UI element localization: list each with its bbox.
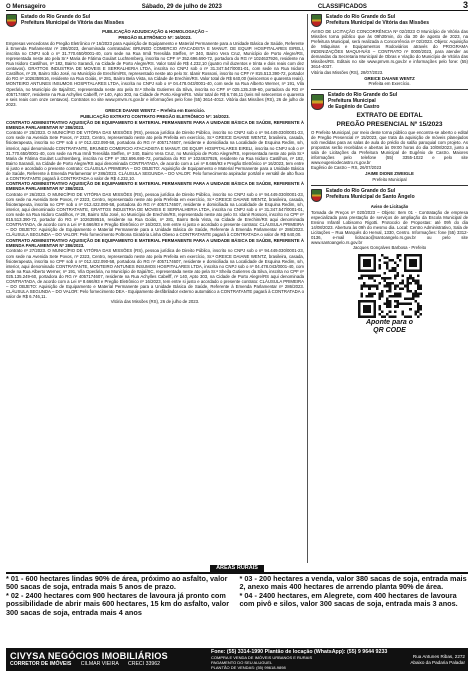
prefecture-name: Prefeitura Municipal de Santo Ângelo (326, 194, 415, 201)
section-name: CLASSIFICADOS (317, 4, 367, 10)
real-estate-banner (6, 648, 468, 671)
edital-text: O Prefeito Municipal, por meio deste torna público que encontra-se aberto o edital de Pregão Presencial nº 15/2023, que trata da aquisição de móveis planejados sob medidas para as salas de aula do prédio do salão paroquial com projeto. As propostas serão recebidas e abertas às 09:00 horas do dia 10/08/2023, junto a sala de Licitações da Prefeitura Municipal de Eugênio de Castro. Maiores informações pelo telefone (55) 3355-1022 e pelo site www.eugeniodecastro.rs.gov.br (311, 129, 468, 165)
notice-header (311, 189, 468, 202)
service-line: PAGAMENTO DO SEU ALUGUEL (211, 660, 273, 666)
contract-25-text: Contrato nº 25/2023. O MUNICÍPIO DE VITÓRIA DAS MISSÕES (RS), pessoa jurídica de Direito Público, inscrito no CNPJ sob o nº 94.449.030/0001-23, com sede na Avenida Sete Povos, nº 2323, Centro, representado neste ato pela Prefeita em exercício, Sr.ª GREICE DAIANE WENTZ, brasileira, casada, fisioterapeuta, inscrita no CPF sob o nº 012.422.090-58, portadora do RG nº 4057174607, residente e domiciliada na Localidade de Esquina Redim, s/n, interior, aqui denominado CONTRATANTE, BRUNED COMERCIO ATACADISTA E MANUT. DE EQUIP. HOSPITALARES EIRELI, inscrita no CNPJ sob o nº 31.770.650/0001-40, com sede na Rua Irmã Teresilda Steffen, nº 340, Bairro Vera Cruz, no Município de Porto Alegre/RS, representada neste ato pela Sr.ª Maria de Fátima Goulart Luchtemberg, inscrita no CPF nº 352.696.690-72, portadora do RG nº 1024637926, residente na Rua Isidoro Castilhos, nº 182, Bairro Sarandi, na Cidade de Porto Alegre/RS aqui denominada CONTRATADA, de acordo com a Lei nº 8.666/93 e Pregão Eletrônico nº 16/2023, tem entre si justo e acordado o presente contrato: CLÁUSULA PRIMEIRA – DO OBJETO: Aquisição de Equipamento e Material Permanente para a Unidade Básica de Saúde, Referente à Emenda Parlamentar nº 286/2023. CLÁUSULA SEGUNDA – DO VALOR: Pelo fornecimento aspirador portátil e versátil de alto fluxo a CONTRATANTE pagará à CONTRATADA o valor de R$ 4.232,10. (6, 130, 304, 181)
prefecture-name: Prefeitura Municipal (328, 97, 376, 104)
notice-subtitle: PREGÃO ELETRÔNICO Nº: 16/2023. (118, 35, 192, 41)
broker-label: CORRETOR DE IMÓVEIS (10, 661, 72, 667)
edital-date: Eugênio de Castro – RS, 26/07/2023 (311, 165, 382, 171)
signer-role: Prefeito Municipal (372, 176, 407, 182)
contract-27-text: Contrato nº 27/2023. O MUNICÍPIO DE VITÓRIA DAS MISSÕES (RS), pessoa jurídica de Direito Público, inscrito no CNPJ sob o nº 94.449.030/0001-23, com sede na Avenida Sete Povos, nº 2323, Centro, representado neste ato pela Prefeita em exercício, Sr.ª GREICE DAIANE WENTZ, brasileira, casada, fisioterapeuta, inscrita no CPF sob o nº 012.422.090-58, portadora do RG nº 4057174607, residente e domiciliada na Localidade de Esquina Redim, s/n, interior, aqui denominado CONTRATANTE, MONTEIRO ANTUNES INSUMOS HOSPITALARES LTDA, inscrita no CNPJ sob o nº 04.478.043/0001-40, com sede na Rua Alberto Werner, nº 191, Vila Operária, no Município de Itajaí/SC, representada neste ato pela Sr.ª Sheila Gutierres da Silva, inscrita no CPF nº 025.135.249-60, portadora do RG nº 4057174607, residente na Rua Achylles Cabelff, nº 140, Apto 303, na Cidade de Porto Alegre/RS aqui denominada CONTRATADA, de acordo com a Lei nº 8.666/93 e Pregão Eletrônico nº 16/2023, tem entre si justo e acordado o presente contrato: CLÁUSULA PRIMEIRA – DO OBJETO: Aquisição de Equipamento e Material Permanente para a Unidade Básica de Saúde, Referente à Emenda Parlamentar nº 286/2023. CLÁUSULA SEGUNDA – DO VALOR: Pelo fornecimento DEA - Equipamento desfibrilador externo automático a CONTRATANTE pagará à CONTRATADA o valor de R$ 6.746,11. (6, 248, 304, 299)
edital-subtitle: PREGÃO PRESENCIAL Nº 15/2023 (336, 121, 443, 128)
qr-caption-line-1: Aponte para o (365, 319, 414, 327)
notice-title: Aviso de Licitação (370, 203, 409, 209)
contract-26-text: Contrato nº 26/2023. O MUNICÍPIO DE VITÓRIA DAS MISSÕES (RS), pessoa jurídica de Direito Público, inscrito no CNPJ sob o nº 94.449.030/0001-23, com sede na Avenida Sete Povos, nº 2323, Centro, representado neste ato pela Prefeita em exercício, Sr.ª GREICE DAIANE WENTZ, brasileira, casada, fisioterapeuta, inscrita no CPF sob o nº 012.422.090-58, portadora do RG nº 4057174607, residente e domiciliada na Localidade de Esquina Redim, s/n, interior, aqui denominado CONTRATANTE, GRATTOS INDUSTRIA DE MOVEIS E SERRALHERIA LTDA, inscrita no CNPJ sob o nº 31.347.547/0001-01, com sede na Rua Isidoro Castilhos, nº 29, Bairro São José, no Município de Erechim/RS, representado neste ato pelo Sr. Idanir Rossoni, inscrito no CPF nº 815.513.390-72, portador do RG nº 1026359516, residente na Rua Goiás, nº 281, Bairro Bela Vista, na Cidade de Erechim/RS aqui denominada CONTRATADA, de acordo com a Lei nº 8.666/93 e Pregão Eletrônico nº 16/2023, tem entre si justo e acordado o presente contrato: CLÁUSULA PRIMEIRA – DO OBJETO: Aquisição de Equipamento e Material Permanente para a Unidade Básica de Saúde, Referente à Emenda Parlamentar nº 286/2023. CLÁUSULA SEGUNDA – DO VALOR: Pelo fornecimento Poltrona Giratória Linha Obeso a CONTRATANTE pagará à CONTRATADA o valor de R$ 640,00. (6, 191, 304, 238)
address-block (408, 654, 468, 665)
edital-title: EXTRATO DE EDITAL (356, 112, 423, 120)
listing-column-right (240, 575, 469, 617)
signer-name: JAIME DIONE ZWEIGLE (365, 171, 414, 177)
notice-santo-angelo (311, 189, 468, 336)
contract-heading-1: CONTRATO ADMINISTRATIVO AQUISIÇÃO DE EQUIPAMENTO E MATERIAL PERMANENTE PARA A UNIDADE BÁSICA DE SAÚDE, REFERENTE À EMENDA PARLAMENTAR Nº 286/2023. (6, 119, 304, 130)
phone-numbers: Fone: (55) 3314-1990 Plantão de locação (WhatsApp): (55) 9 9644 9233 (211, 648, 388, 655)
prefecture-name: Prefeitura Municipal de Vitória das Missões (21, 19, 124, 26)
page-date: Sábado, 29 de julho de 2023 (141, 4, 222, 10)
adjudication-text: Empresas vencedoras do Pregão Eletrônico nº 16/2023 para Aquisição de Equipamento e Material Permanente para a Unidade Básica de Saúde, Referente à Emenda Parlamentar nº 286/2023, denominada contratadas: BRUNED COMERCIO ATACADISTA E MANUT. DE EQUIP. HOSPITALARES EIRELI, inscrita no CNPJ sob o nº 31.770.650/0001-40, com sede na Rua Irmã Teresilda Steffen, nº 340, Bairro Vera Cruz, Município de Porto Alegre/RS, representada neste ato pela Sr.ª Maria de Fátima Goulart Luchtemberg, inscrita no CPF nº 352.696.690-72, portadora do RG nº 1024637926, residente na Rua Isidoro Castilhos, nº 182, Bairro Sarandi, na Cidade de Porto Alegre/RS. Valor total de R$ 4.232,10 (quatro mil duzentos e trinta e dois reais com dez centavos). GRATTOS INDUSTRIA DE MOVEIS E SERRALHERIA LTDA, inscrita no CNPJ sob o nº 31.347.547/0001-01, com sede na Rua Isidoro Castilhos, nº 29, Bairro São José, no Município de Erechim/RS, representado neste ato pelo Sr. Idanir Rossoni, inscrito no CPF nº 815.513.390-72, portador do RG nº 1026359516, residente na Rua Goiás, nº 281, Bairro Bela Vista, na Cidade de Erechim/RS. Valor total de R$ 640,00 (seiscentos e quarenta reais). MONTEIRO ANTUNES INSUMOS HOSPITALARES LTDA, inscrita no CNPJ sob o nº 04.478.043/0001-40, com sede na Rua Alberto Werner, nº 191, Vila Operária, no Município de Itajaí/SC, representada neste ato pela Sr.ª Sheila Gutierres da Silva, inscrita no CPF nº 025.135.249-60, portadora do RG nº 4057174607, residente na Rua Achylles Cabelff, nº 140, Apto 303, na Cidade de Porto Alegre/RS. Valor total de R$ 6.746,11 (seis mil setecentos e quarenta e seis reais com onze centavos). Contratos no site www.pmvm.rs.gov.br e informações pelo fone (55) 3614-4012. Vitória das Missões (RS), 26 de julho de 2023. (6, 41, 304, 107)
notice-date: Vitória das Missões (RS), 28/07/2023. (311, 69, 384, 75)
notice-header (311, 14, 468, 27)
contract-heading-2: CONTRATO ADMINISTRATIVO AQUISIÇÃO DE EQUIPAMENTO E MATERIAL PERMANENTE PARA A UNIDADE BÁSICA DE SAÚDE, REFERENTE À EMENDA PARLAMENTAR Nº 286/2023. (6, 181, 304, 192)
prefecture-name: Prefeitura Municipal de Vitória das Missões (326, 19, 429, 26)
street-address: Rua Antunes Ribas, 2272 (412, 654, 465, 659)
brand-name: CIVYSA NEGÓCIOS IMOBILIÁRIOS (10, 651, 168, 661)
service-line: COMPRA E VENDA DE IMÓVEIS URBANOS E RURAIS (211, 655, 313, 661)
agent-name: CILMAR VIEIRA (80, 661, 119, 667)
municipal-crest-icon (6, 14, 17, 27)
state-name: Estado do Rio Grande do Sul (21, 14, 91, 20)
tender-notice-text: AVISO DE LICITAÇÃO CONCORRÊNCIA Nº 02/2023 O Município de Vitória das Missões torna público que às 09h30min, do dia 30 de agosto de 2023, na Prefeitura Municipal, será realizada a Concorrência nº 02/2023. Objeto: Aquisição de Máquinas e Equipamentos Rodoviários através do PROGRAMA INDENIZAÇÕES MAQUI-NÁS – CONTRATO nº 0000/2023, para atender as demandas da Secretaria Municipal de Obras e Viação do Município de Vitória das Missões/RS. Editais no site www.pmvm.rs.gov.br e informações pelo fone: (55) 3614-4037. (311, 29, 468, 70)
listing-column-left (6, 575, 235, 617)
service-line: PLANTÃO DE VENDAS: (55) 99618-9898 (211, 665, 286, 671)
notice-header (6, 14, 304, 27)
city-name: de Eugênio de Castro (328, 103, 380, 110)
creci-number: CRECI 33962 (127, 661, 160, 667)
listing-item: * 03 - 200 hectares a venda, valor 380 sacas de soja, entrada mais 2, anexo mais 400 hectares de arrendo planta 90% de área. (239, 574, 467, 592)
state-name: Estado do Rio Grande do Sul (326, 14, 396, 20)
state-name: Estado do Rio Grande do Sul (328, 92, 398, 99)
left-notices-column (6, 14, 304, 563)
rural-listings (6, 572, 468, 617)
listing-item: * 01 - 600 hectares lindas 90% de área, próximo ao asfalto, valor 500 sacas de soja, entrada mais 5 anos de prazo. (6, 574, 228, 592)
notice-title: PUBLICAÇÃO ADJUDICAÇÃO & HOMOLOGAÇÃO – (102, 29, 208, 34)
listing-item: * 02 - 2400 hectares com 900 hectares de lavoura já pronto com possibilidade de abrir mais 600 hectares, 15 km do asfalto, valor 300 sacas de soja, entrada mais 4 anos (6, 590, 230, 617)
page-header (6, 2, 468, 11)
signer-role: Prefeita em Exercício. (368, 80, 411, 86)
notice-header (311, 93, 468, 110)
brand-block (6, 651, 211, 668)
notice-eugenio-de-castro (311, 93, 468, 186)
rural-areas-title: ÁREAS RURAIS (6, 565, 468, 572)
municipal-crest-icon (311, 94, 324, 110)
contract-heading-3: CONTRATO ADMINISTRATIVO AQUISIÇÃO DE EQUIPAMENTO E MATERIAL PERMANENTE PARA A UNIDADE BÁSICA DE SAÚDE, REFERENTE À EMENDA PARLAMENTAR Nº 286/2023. (6, 237, 304, 248)
column-divider (307, 14, 308, 563)
extract-title: PUBLICAÇÃO EXTRATO CONTRATO PREGÃO ELETRÔNICO Nº: 16/2023. (80, 113, 230, 119)
signature: GREICE DAIANE WENTZ – Prefeita em Exercício. (104, 107, 206, 113)
right-notices-column (311, 14, 468, 563)
signer-name: Jacques Gonçalves Barbosa - Prefeito (352, 245, 427, 251)
notice-vitoria (311, 14, 468, 90)
contact-block (211, 649, 408, 671)
rural-areas-ad (6, 565, 468, 648)
state-name: Estado do Rio Grande do Sul (326, 188, 396, 195)
page-number: 3 (462, 0, 468, 10)
qr-code-icon[interactable] (358, 254, 422, 318)
brand-subtitle (10, 661, 211, 668)
listing-item: * 04 - 2400 hectares, em Alegrete, com 400 hectares de lavoura com pivô e silos, valor 300 sacas de soja, entrada mais 3 anos. (239, 590, 458, 609)
signer-name: GREICE DAIANE WENTZ (364, 75, 415, 81)
municipal-crest-icon (311, 14, 322, 27)
newspaper-name: O Mensageiro (6, 4, 46, 10)
address-landmark: Abaixo da Padaria Paladar (410, 659, 465, 665)
qr-caption-line-2: QR CODE (373, 327, 406, 335)
tender-notice-text: Tomada de Preços nº 020/2023 – Objeto: Item 01 - Contratação de empresa especializada para prestação de serviços de ampliação da Escola Municipal de Ensino Infantil Lobisomo Rigotti. Protocolo de Propostas: até 09h do dia 14/08/2023. Abertura às 09h do mesmo dia. Local: Centro Administrativo, Sala de Licitações – Rua Marquês do Herval, 1330, Centro. Informações: fone (55) 3312-0136, e-mail licitacao@santoangelo.rs.gov.br ou pelo site www.santoangelo.rs.gov.br (311, 209, 468, 245)
closing-date: Vitória das Missões (RS), 26 de julho de 2023. (110, 299, 200, 305)
municipal-crest-icon (311, 189, 322, 202)
